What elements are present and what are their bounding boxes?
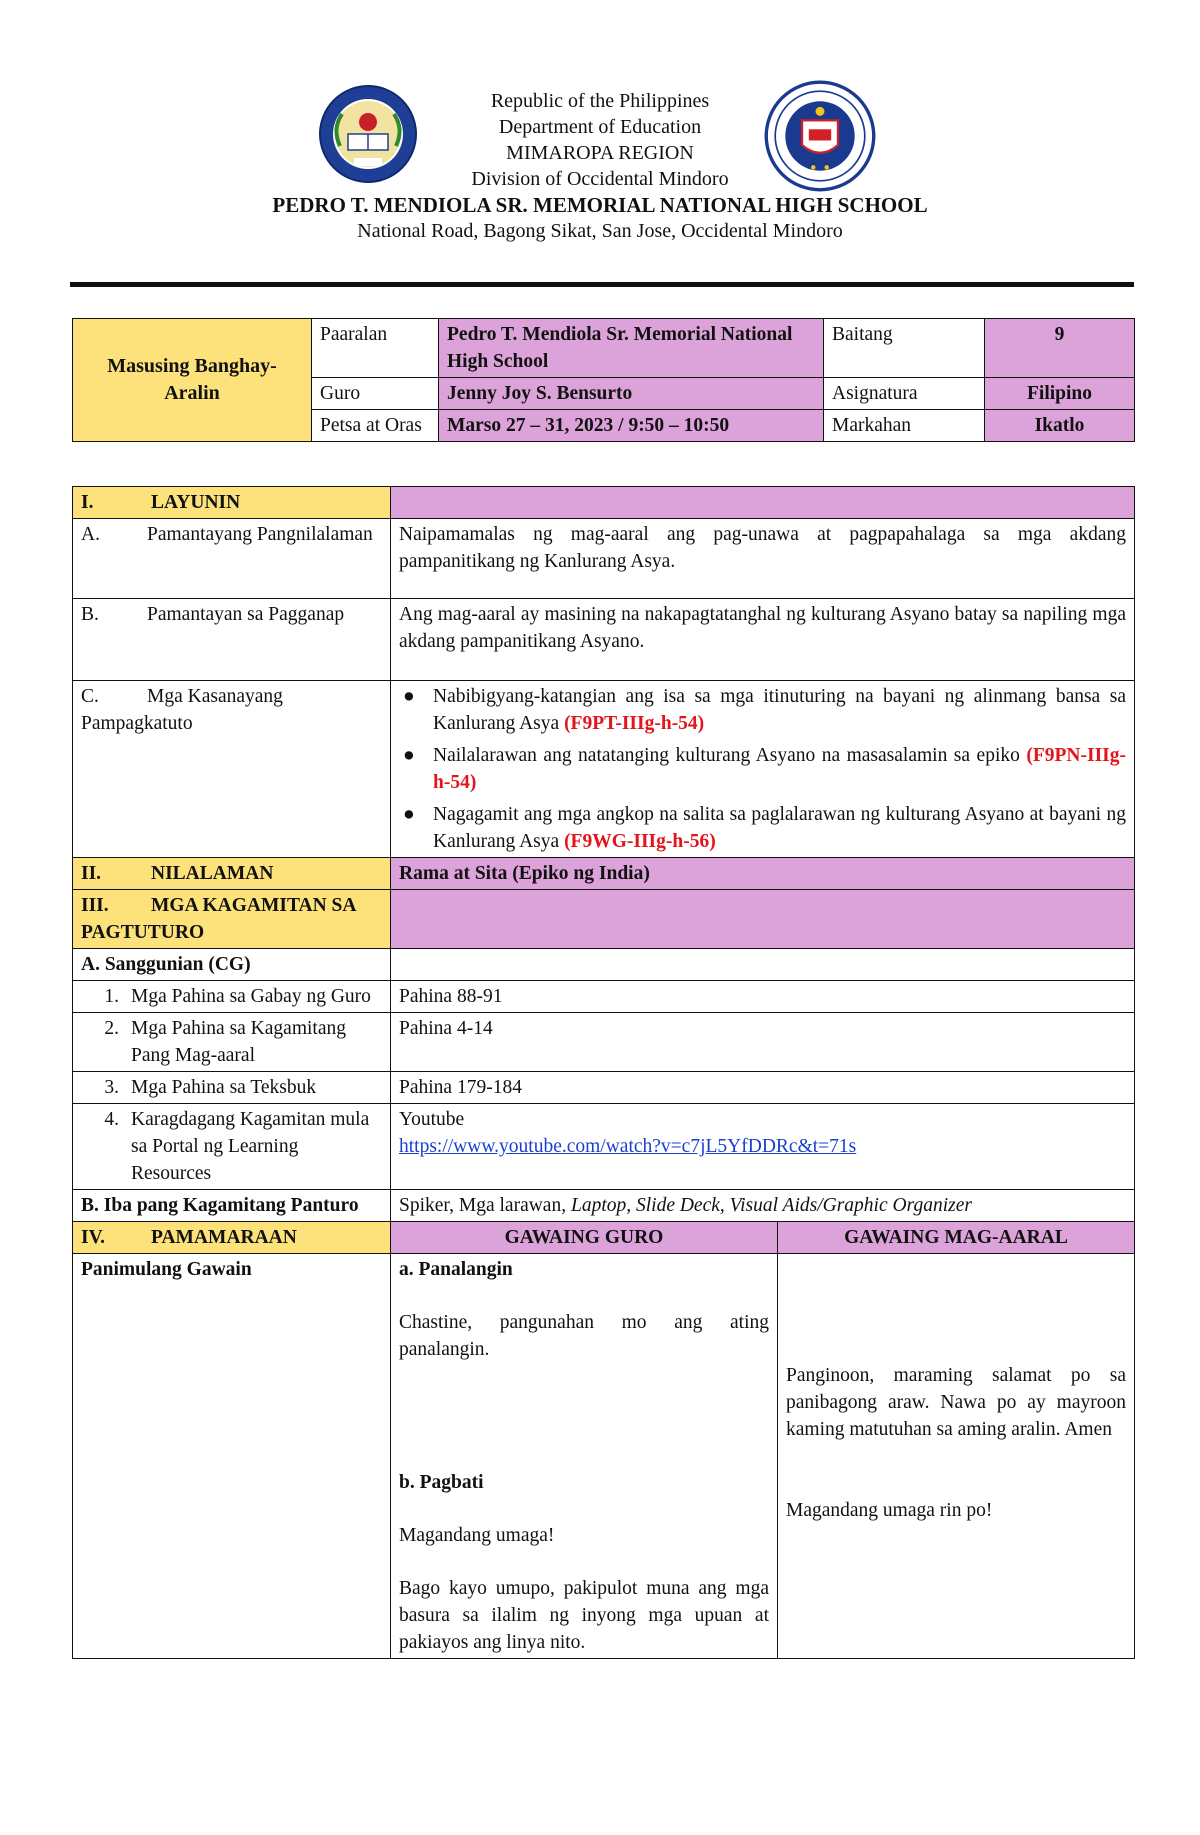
ref-row-3 — [73, 1072, 391, 1104]
section-layunin — [73, 487, 391, 519]
sanggunian-empty — [391, 949, 1135, 981]
ref-row-4 — [73, 1104, 391, 1190]
item-label: Mga Kasanayang Pampagkatuto — [81, 686, 283, 734]
bullet-icon: ● — [403, 745, 415, 766]
gawaing-guro-header: GAWAING GURO — [391, 1222, 778, 1254]
paaralan-label: Paaralan — [312, 319, 439, 378]
ref-number: 4. — [104, 1109, 119, 1130]
section-number: II. — [81, 863, 102, 884]
baitang-value: 9 — [985, 319, 1135, 378]
panalangin-text: Chastine, pangunahan mo ang ating panalangin. — [399, 1312, 769, 1360]
lesson-info-table — [72, 318, 1135, 442]
nilalaman-value: Rama at Sita (Epiko ng India) — [391, 858, 1135, 890]
letterhead — [0, 88, 1200, 244]
section-label: PAMAMARAAN — [151, 1227, 297, 1248]
item-letter: A. — [81, 524, 100, 545]
header-line-division: Division of Occidental Mindoro — [471, 168, 729, 190]
header-line-department: Department of Education — [498, 116, 702, 138]
materials-italic: Laptop, Slide Deck, Visual Aids/Graphic Organizer — [570, 1195, 972, 1216]
panimulang-gawain-label: Panimulang Gawain — [73, 1254, 391, 1659]
section-number: I. — [81, 492, 94, 513]
ref-value-1: Pahina 88-91 — [391, 981, 1135, 1013]
materials-plain: Spiker, Mga larawan, — [399, 1195, 571, 1216]
iba-pang-kagamitan-label: B. Iba pang Kagamitang Panturo — [73, 1190, 391, 1222]
row-kasanayang-pampagkatuto — [73, 681, 391, 858]
section-layunin-fill — [391, 487, 1135, 519]
pamantayan-sa-pagganap-text: Ang mag-aaral ay masining na nakapagtatanghal ng kulturang Asyano batay sa napiling mga akdang pampanitikang Asyano. — [391, 599, 1135, 681]
bullet-icon: ● — [403, 804, 415, 825]
petsa-label: Petsa at Oras — [312, 410, 439, 442]
item-letter: C. — [81, 686, 99, 707]
asignatura-label: Asignatura — [824, 378, 985, 410]
petsa-value: Marso 27 – 31, 2023 / 9:50 – 10:50 — [439, 410, 824, 442]
pagbati-greeting: Magandang umaga! — [399, 1525, 555, 1546]
ref-label: Mga Pahina sa Kagamitang Pang Mag-aaral — [131, 1018, 346, 1066]
header-divider — [70, 282, 1134, 287]
sanggunian-heading: A. Sanggunian (CG) — [73, 949, 391, 981]
section-label: LAYUNIN — [151, 492, 241, 513]
ref-label: Mga Pahina sa Teksbuk — [131, 1077, 317, 1098]
pagbati-title: b. Pagbati — [399, 1472, 484, 1493]
ref-value-youtube: Youtube — [399, 1109, 465, 1130]
pamantayang-pangnilalaman-text: Naipamamalas ng mag-aaral ang pag-unawa at pagpapahalaga sa mga akdang pampanitikang ng Kanlurang Asya. — [391, 519, 1135, 599]
section-number: III. — [81, 895, 109, 916]
list-item: ● Nagagamit ang mga angkop na salita sa paglalarawan ng kulturang Asyano at bayani ng Kanlurang Asya (F9WG-IIIg-h-56) — [433, 801, 1126, 855]
ref-number: 1. — [104, 986, 119, 1007]
markahan-value: Ikatlo — [985, 410, 1135, 442]
item-label: Pamantayang Pangnilalaman — [147, 524, 373, 545]
section-pamamaraan — [73, 1222, 391, 1254]
baitang-label: Baitang — [824, 319, 985, 378]
school-address: National Road, Bagong Sikat, San Jose, Occidental Mindoro — [357, 220, 843, 242]
guro-label: Guro — [312, 378, 439, 410]
markahan-label: Markahan — [824, 410, 985, 442]
ref-row-1 — [73, 981, 391, 1013]
ref-label: Mga Pahina sa Gabay ng Guro — [131, 986, 371, 1007]
item-letter: B. — [81, 604, 99, 625]
panalangin-title: a. Panalangin — [399, 1259, 513, 1280]
ref-row-2 — [73, 1013, 391, 1072]
paaralan-value: Pedro T. Mendiola Sr. Memorial National High School — [439, 319, 824, 378]
gawaing-magaaral-header: GAWAING MAG-AARAL — [778, 1222, 1135, 1254]
youtube-link[interactable]: https://www.youtube.com/watch?v=c7jL5YfDDRc&t=71s — [399, 1136, 857, 1157]
ref-number: 2. — [104, 1018, 119, 1039]
section-number: IV. — [81, 1227, 106, 1248]
header-line-republic: Republic of the Philippines — [490, 90, 710, 112]
section-kagamitan-fill — [391, 890, 1135, 949]
student-prayer: Panginoon, maraming salamat po sa panibagong araw. Nawa po ay mayroon kaming matutuhan sa aming aralin. Amen — [786, 1365, 1126, 1440]
competency-code: (F9PN-IIIg-h-54) — [433, 745, 1126, 793]
student-greeting: Magandang umaga rin po! — [786, 1500, 993, 1521]
school-name: PEDRO T. MENDIOLA SR. MEMORIAL NATIONAL HIGH SCHOOL — [272, 193, 928, 217]
section-label: NILALAMAN — [151, 863, 274, 884]
guro-value: Jenny Joy S. Bensurto — [439, 378, 824, 410]
ref-number: 3. — [104, 1077, 119, 1098]
section-nilalaman — [73, 858, 391, 890]
lesson-plan-table — [72, 486, 1135, 1659]
ref-label: Karagdagang Kagamitan mula sa Portal ng Learning Resources — [131, 1109, 370, 1184]
competency-code: (F9PT-IIIg-h-54) — [564, 713, 705, 734]
asignatura-value: Filipino — [985, 378, 1135, 410]
magaaral-activity-cell — [778, 1254, 1135, 1659]
row-pamantayan-sa-pagganap — [73, 599, 391, 681]
competency-code: (F9WG-IIIg-h-56) — [564, 831, 716, 852]
ref-value-2: Pahina 4-14 — [391, 1013, 1135, 1072]
iba-pang-kagamitan-value — [391, 1190, 1135, 1222]
row-pamantayang-pangnilalaman — [73, 519, 391, 599]
header-line-region: MIMAROPA REGION — [506, 142, 694, 164]
list-item: ● Nabibigyang-katangian ang isa sa mga itinuturing na bayani ng alinmang bansa sa Kanlurang Asya (F9PT-IIIg-h-54) — [433, 683, 1126, 737]
section-label: MGA KAGAMITAN SA PAGTUTURO — [81, 895, 356, 943]
pagbati-instruction: Bago kayo umupo, pakipulot muna ang mga basura sa ilalim ng inyong mga upuan at pakiayos ang linya nito. — [399, 1578, 769, 1653]
item-label: Pamantayan sa Pagganap — [147, 604, 345, 625]
bullet-icon: ● — [403, 686, 415, 707]
ref-value-4 — [391, 1104, 1135, 1190]
ref-value-3: Pahina 179-184 — [391, 1072, 1135, 1104]
guro-activity-cell — [391, 1254, 778, 1659]
section-kagamitan — [73, 890, 391, 949]
kasanayang-list-cell — [391, 681, 1135, 858]
competency-list — [399, 683, 1126, 855]
list-item: ● Nailalarawan ang natatanging kulturang Asyano na masasalamin sa epiko (F9PN-IIIg-h-54) — [433, 742, 1126, 796]
lesson-plan-title: Masusing Banghay-Aralin — [73, 319, 312, 442]
